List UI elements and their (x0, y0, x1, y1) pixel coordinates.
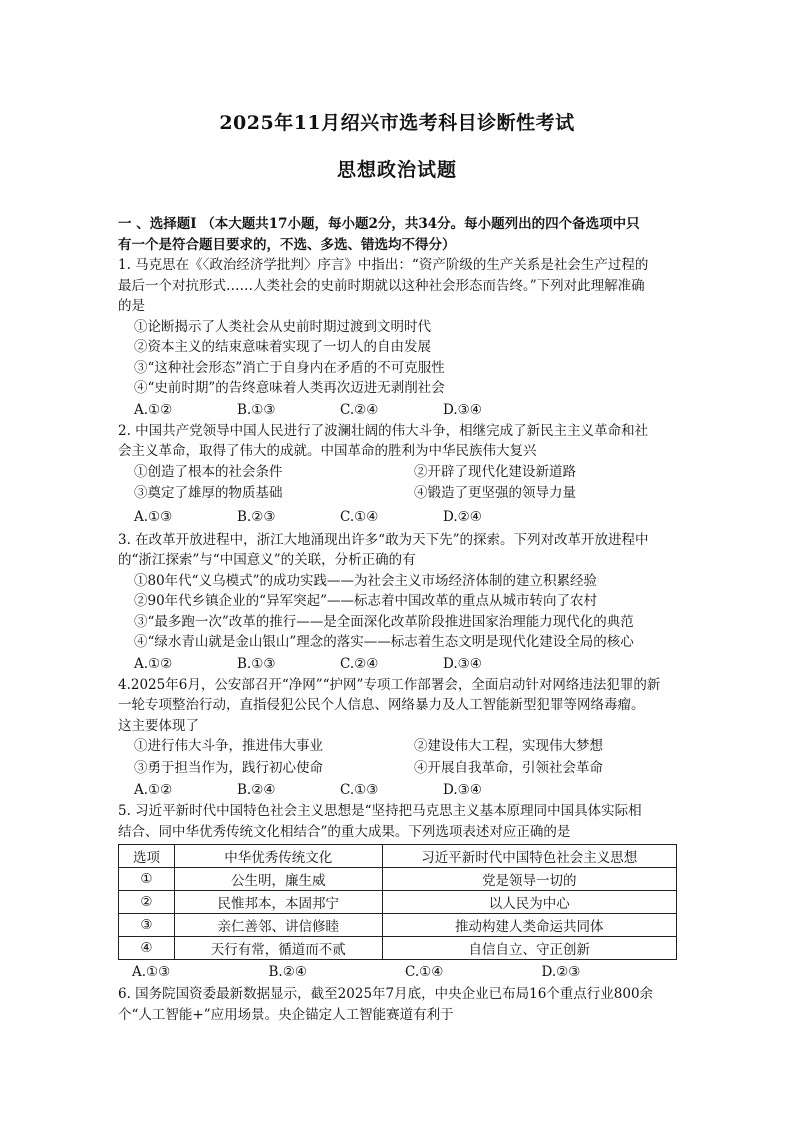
table-cell: 推动构建人类命运共同体 (382, 914, 676, 937)
answer-options (118, 653, 678, 675)
question-stem-line: 最后一个对抗形式……人类社会的史前时期就以这种社会形态而告终。”下列对此理解准确 (118, 277, 645, 294)
statement-row (118, 758, 678, 780)
question-stem-line: 6. 国务院国资委最新数据显示，截至2025年7月底，中央企业已布局16个重点行业800余 (118, 986, 654, 1002)
answer-options (118, 960, 678, 984)
statement-item: ③勇于担当作为，践行初心使命 (134, 759, 323, 776)
option-d: D.③④ (443, 655, 482, 672)
option-b: B.①③ (237, 655, 276, 672)
statement-item: ①80年代“义乌模式”的成功实践——为社会主义市场经济体制的建立积累经验 (134, 572, 597, 589)
table-cell: 天行有常，循道而不贰 (174, 937, 382, 960)
question-stem-line: 1. 马克思在《〈政治经济学批判〉序言》中指出：“资产阶级的生产关系是社会生产过程的 (118, 257, 649, 273)
table-cell: 自信自立、守正创新 (382, 937, 676, 960)
question-stem-line: 的是 (118, 298, 145, 314)
option-d: D.③④ (443, 782, 482, 798)
statement-item: ①创造了根本的社会条件 (134, 463, 283, 480)
option-c: C.②④ (340, 655, 379, 672)
question-5 (118, 801, 678, 984)
question-stem-line: 3. 在改革开放进程中，浙江大地涌现出许多“敢为天下先”的探索。下列对改革开放进程中 (118, 531, 649, 548)
statement-item: ③“最多跑一次”改革的推行——是全面深化改革阶段推进国家治理能力现代化的典范 (134, 613, 634, 630)
statement-item: ②90年代乡镇企业的“异军突起”——标志着中国改革的重点从城市转向了农村 (134, 593, 597, 609)
question-stem-line: 2. 中国共产党领导中国人民进行了波澜壮阔的伟大斗争，相继完成了新民主主义革命和社 (118, 422, 649, 439)
option-c: C.①④ (340, 508, 379, 525)
table-cell: 党是领导一切的 (382, 868, 676, 891)
table-header-row (119, 845, 677, 868)
option-a: A.①② (134, 401, 173, 418)
table-cell: 以人民为中心 (382, 891, 676, 914)
table-header-cell: 习近平新时代中国特色社会主义思想 (382, 845, 676, 868)
question-1 (118, 255, 678, 421)
option-b: B.②④ (268, 964, 307, 980)
question-6 (118, 984, 678, 1025)
exam-title: 2025年11月绍兴市选考科目诊断性考试 (219, 112, 575, 134)
exam-content (118, 214, 678, 1025)
question-stem-line: 4.2025年6月，公安部召开“净网”“护网”专项工作部署会，全面启动针对网络违法犯罪的新 (118, 676, 661, 693)
option-c: C.②④ (340, 401, 379, 418)
statement-row (118, 736, 678, 758)
statement-item: ②建设伟大工程，实现伟大梦想 (414, 738, 603, 754)
table-cell: ③ (119, 914, 175, 937)
option-b: B.②④ (237, 782, 276, 798)
statement-item: ④“史前时期”的告终意味着人类再次迈进无剥削社会 (134, 380, 445, 396)
statement-item: ①论断揭示了人类社会从史前时期过渡到文明时代 (134, 318, 431, 335)
table-row (119, 891, 677, 914)
table-cell: 公生明，廉生威 (174, 868, 382, 891)
option-b: B.②③ (237, 508, 276, 525)
statement-item: ④“绿水青山就是金山银山”理念的落实——标志着生态文明是现代化建设全局的核心 (134, 634, 634, 650)
table-row (119, 868, 677, 891)
table-cell: 亲仁善邻、讲信修睦 (174, 914, 382, 937)
option-c: C.①③ (340, 782, 379, 798)
question-stem-line: 5. 习近平新时代中国特色社会主义思想是“坚持把马克思主义基本原理同中国具体实际相 (118, 803, 642, 819)
statement-item: ③“这种社会形态”消亡于自身内在矛盾的不可克服性 (134, 359, 445, 376)
statement-item: ③奠定了雄厚的物质基础 (134, 485, 283, 501)
table-header-cell: 选项 (119, 845, 175, 868)
section-heading-line1: 一 、选择题Ⅰ （本大题共17小题，每小题2分，共34分。每小题列出的四个备选项中只 (118, 216, 640, 232)
question-stem-line: 一轮专项整治行动，直指侵犯公民个人信息、网络暴力及人工智能新型犯罪等网络毒瘤。 (118, 697, 645, 713)
option-a: A.①③ (134, 508, 173, 525)
table-header-cell: 中华优秀传统文化 (174, 845, 382, 868)
option-a: A.①② (134, 655, 173, 672)
table-cell: ① (119, 868, 175, 891)
table-cell: ④ (119, 937, 175, 960)
question-2 (118, 421, 678, 530)
question-stem-line: 这主要体现了 (118, 717, 199, 734)
table-row (119, 914, 677, 937)
answer-options (118, 779, 678, 801)
option-a: A.①② (134, 782, 173, 798)
exam-subject: 思想政治试题 (336, 159, 457, 181)
statement-item: ②资本主义的结束意味着实现了一切人的自由发展 (134, 339, 431, 355)
option-d: D.②④ (443, 508, 482, 525)
question-stem-line: 结合、同中华优秀传统文化相结合”的重大成果。下列选项表述对应正确的是 (118, 823, 571, 840)
statement-item: ④开展自我革命，引领社会革命 (414, 759, 603, 776)
statement-item: ②开辟了现代化建设新道路 (414, 463, 576, 480)
comparison-table (118, 844, 677, 960)
option-c: C.①④ (405, 964, 444, 980)
table-cell: 民惟邦本，本固邦宁 (174, 891, 382, 914)
option-d: D.②③ (541, 964, 581, 980)
option-d: D.③④ (443, 401, 482, 418)
option-a: A.①③ (132, 964, 171, 980)
statement-item: ①进行伟大斗争，推进伟大事业 (134, 738, 323, 754)
question-3 (118, 530, 678, 675)
section-heading-line2: 有一个是符合题目要求的，不选、多选、错选均不得分） (118, 236, 456, 253)
question-stem-line: 会主义革命，取得了伟大的成就。中国革命的胜利为中华民族伟大复兴 (118, 443, 537, 459)
option-b: B.①③ (237, 401, 276, 418)
table-row (119, 937, 677, 960)
table-cell: ② (119, 891, 175, 914)
question-4 (118, 675, 678, 802)
question-stem-line: 的“浙江探索”与“中国意义”的关联，分析正确的有 (118, 552, 416, 568)
answer-options (118, 399, 678, 421)
statement-row (118, 483, 678, 505)
statement-item: ④锻造了更坚强的领导力量 (414, 485, 576, 501)
answer-options (118, 505, 678, 530)
question-stem-line: 个“人工智能+”应用场景。央企锚定人工智能赛道有利于 (118, 1006, 454, 1023)
statement-row (118, 462, 678, 484)
